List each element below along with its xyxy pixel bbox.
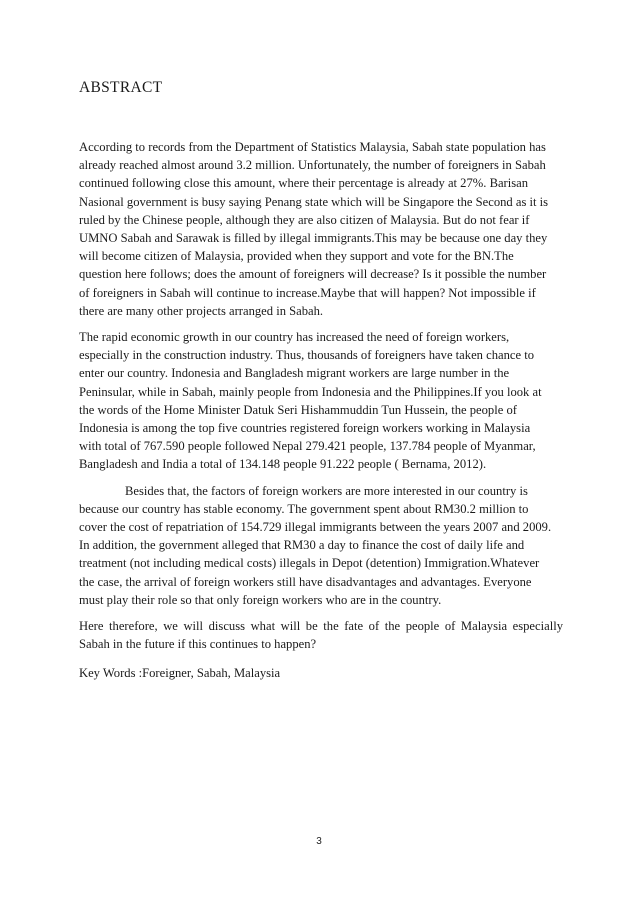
text-line: the words of the Home Minister Datuk Seri Hishammuddin Tun Hussein, the people of [79, 402, 517, 417]
page-number: 3 [316, 836, 322, 847]
text-line: of foreigners in Sabah will continue to increase.Maybe that will happen? Not impossible if [79, 285, 536, 300]
paragraph-2 [79, 328, 563, 474]
text-line: will become citizen of Malaysia, provided when they support and vote for the BN.The [79, 249, 514, 264]
text-line: UMNO Sabah and Sarawak is filled by illegal immigrants.This may be because one day they [79, 231, 548, 246]
text-line: enter our country. Indonesia and Bangladesh migrant workers are large number in the [79, 366, 510, 381]
text-line: treatment (not including medical costs) illegals in Depot (detention) Immigration.Whatever [79, 556, 540, 571]
text-line: especially in the construction industry. Thus, thousands of foreigners have taken chance to [79, 348, 534, 363]
paragraph-4 [79, 617, 563, 653]
keywords: Key Words :Foreigner, Sabah, Malaysia [79, 666, 281, 680]
text-line: According to records from the Department of Statistics Malaysia, Sabah state population has [79, 140, 546, 154]
text-line: The rapid economic growth in our country has increased the need of foreign workers, [79, 330, 510, 345]
text-line: Bangladesh and India a total of 134.148 people 91.222 people ( Bernama, 2012). [79, 457, 487, 472]
text-line: Besides that, the factors of foreign workers are more interested in our country is [125, 483, 528, 498]
text-line: Sabah in the future if this continues to happen? [79, 637, 317, 652]
text-line: must play their role so that only foreign workers who are in the country. [79, 592, 442, 607]
text-line: with total of 767.590 people followed Nepal 279.421 people, 137.784 people of Myanmar, [79, 439, 536, 454]
text-line: already reached almost around 3.2 million. Unfortunately, the number of foreigners in Sabah [79, 158, 546, 173]
text-line: there are many other projects arranged in Sabah. [79, 303, 324, 318]
paragraph-1 [79, 138, 563, 320]
text-line: Indonesia is among the top five countries registered foreign workers working in Malaysia [79, 421, 531, 436]
text-line: because our country has stable economy. The government spent about RM30.2 million to [79, 501, 529, 516]
text-line: continued following close this amount, where their percentage is already at 27%. Barisan [79, 176, 529, 191]
paragraph-3 [79, 482, 563, 609]
text-line: the case, the arrival of foreign workers still have disadvantages and advantages. Everyone [79, 574, 532, 589]
page-title: ABSTRACT [79, 79, 163, 96]
text-line: Nasional government is busy saying Penang state which will be Singapore the Second as it is [79, 194, 549, 209]
text-line: In addition, the government alleged that RM30 a day to finance the cost of daily life and [79, 538, 525, 553]
text-line: ruled by the Chinese people, although they are also citizen of Malaysia. But do not fear if [79, 212, 530, 227]
text-line: Here therefore, we will discuss what will be the fate of the people of Malaysia especially [79, 619, 563, 634]
text-line: cover the cost of repatriation of 154.729 illegal immigrants between the years 2007 and 2009. [79, 520, 552, 535]
text-line: Peninsular, while in Sabah, mainly people from Indonesia and the Philippines.If you look at [79, 384, 542, 399]
abstract-body [79, 138, 563, 661]
text-line: question here follows; does the amount of foreigners will decrease? Is it possible the number [79, 267, 547, 282]
